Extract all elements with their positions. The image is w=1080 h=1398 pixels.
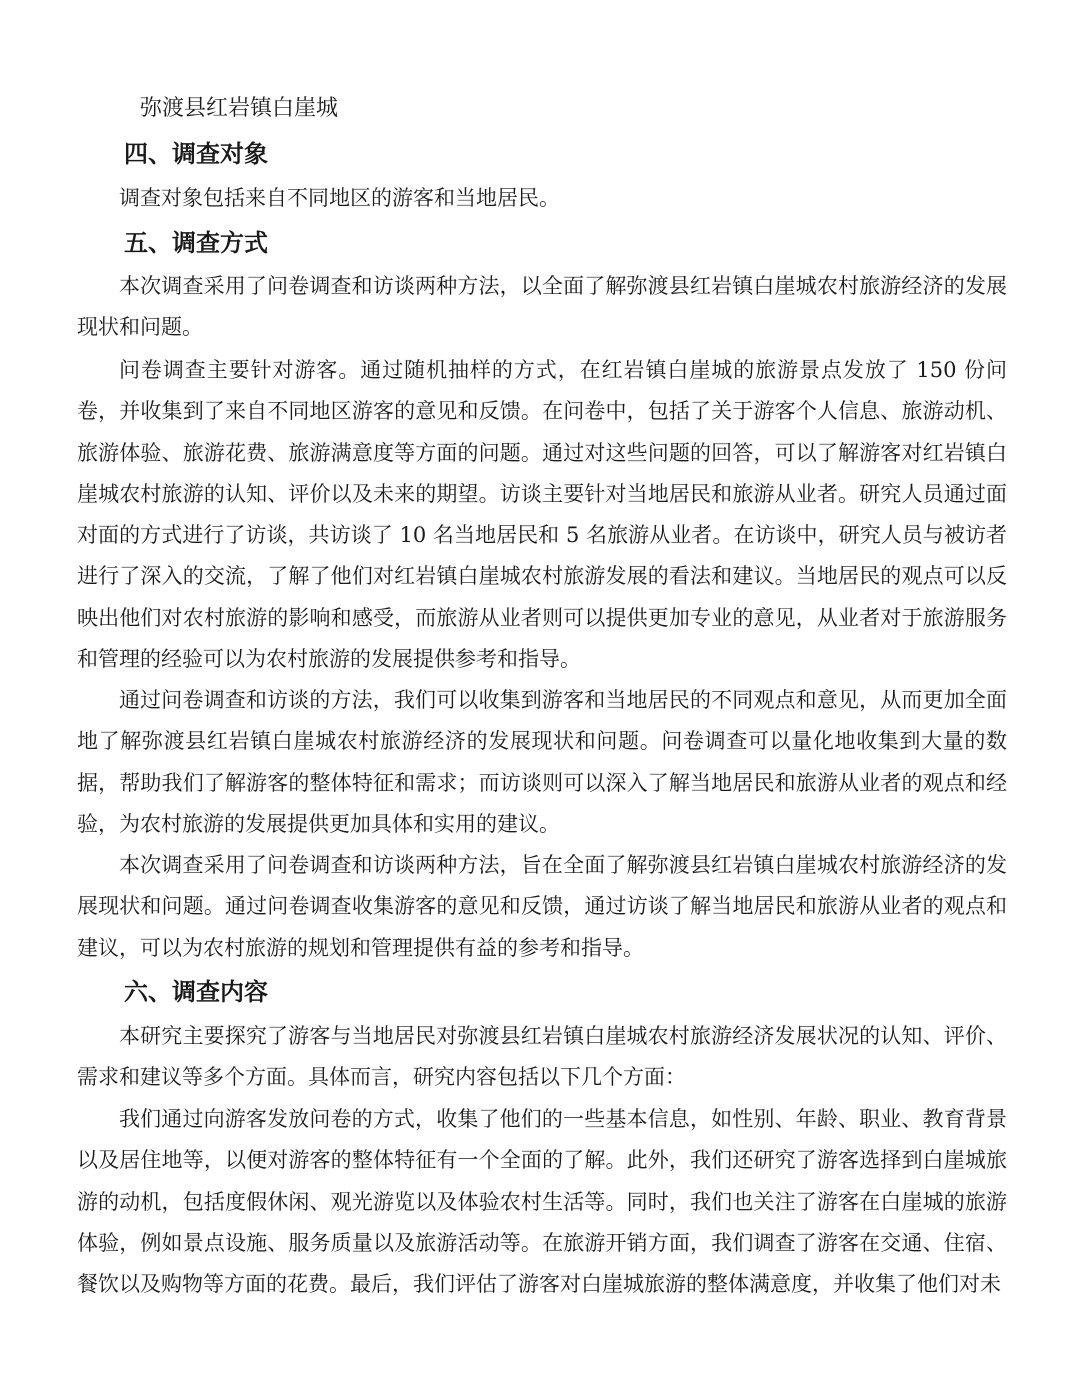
section-heading-6: 六、调查内容 — [124, 978, 268, 1006]
paragraph-content-intro: 本研究主要探究了游客与当地居民对弥渡县红岩镇白崖城农村旅游经济发展状况的认知、评价、需求和建议等多个方面。具体而言，研究内容包括以下几个方面： — [77, 1024, 1007, 1090]
location-line: 弥渡县红岩镇白崖城 — [140, 96, 339, 121]
paragraph-research-subjects: 调查对象包括来自不同地区的游客和当地居民。 — [119, 186, 560, 210]
paragraph-method-summary: 本次调查采用了问卷调查和访谈两种方法，旨在全面了解弥渡县红岩镇白崖城农村旅游经济的发展现状和问题。通过问卷调查收集游客的意见和反馈，通过访谈了解当地居民和旅游从业者的观点和建议，可以为农村旅游的规划和管理提供有益的参考和指导。 — [77, 853, 1007, 960]
paragraph-method-overview: 本次调查采用了问卷调查和访谈两种方法，以全面了解弥渡县红岩镇白崖城农村旅游经济的发展现状和问题。 — [77, 274, 1007, 340]
section-heading-5: 五、调查方式 — [124, 229, 268, 257]
paragraph-questionnaire-interview: 问卷调查主要针对游客。通过随机抽样的方式，在红岩镇白崖城的旅游景点发放了 150 份问卷，并收集到了来自不同地区游客的意见和反馈。在问卷中，包括了关于游客个人信息、旅游动机、旅游体验、旅游花费、旅游满意度等方面的问题。通过对这些问题的回答，可以了解游客对红岩镇白崖城农村旅游的认知、评价以及未来的期望。访谈主要针对当地居民和旅游从业者。研究人员通过面对面的方式进行了访谈，共访谈了 10 名当地居民和 5 名旅游从业者。在访谈中，研究人员与被访者进行了深入的交流，了解了他们对红岩镇白崖城农村旅游发展的看法和建议。当地居民的观点可以反映出他们对农村旅游的影响和感受，而旅游从业者则可以提供更加专业的意见，从业者对于旅游服务和管理的经验可以为农村旅游的发展提供参考和指导。 — [77, 358, 1007, 672]
section-heading-4: 四、调查对象 — [124, 140, 268, 168]
paragraph-method-benefits: 通过问卷调查和访谈的方法，我们可以收集到游客和当地居民的不同观点和意见，从而更加全面地了解弥渡县红岩镇白崖城农村旅游经济的发展现状和问题。问卷调查可以量化地收集到大量的数据，帮助我们了解游客的整体特征和需求；而访谈则可以深入了解当地居民和旅游从业者的观点和经验，为农村旅游的发展提供更加具体和实用的建议。 — [77, 688, 1007, 836]
paragraph-content-details: 我们通过向游客发放问卷的方式，收集了他们的一些基本信息，如性别、年龄、职业、教育背景以及居住地等，以便对游客的整体特征有一个全面的了解。此外，我们还研究了游客选择到白崖城旅游的动机，包括度假休闲、观光游览以及体验农村生活等。同时，我们也关注了游客在白崖城的旅游体验，例如景点设施、服务质量以及旅游活动等。在旅游开销方面，我们调查了游客在交通、住宿、餐饮以及购物等方面的花费。最后，我们评估了游客对白崖城旅游的整体满意度，并收集了他们对未 — [77, 1107, 1007, 1297]
